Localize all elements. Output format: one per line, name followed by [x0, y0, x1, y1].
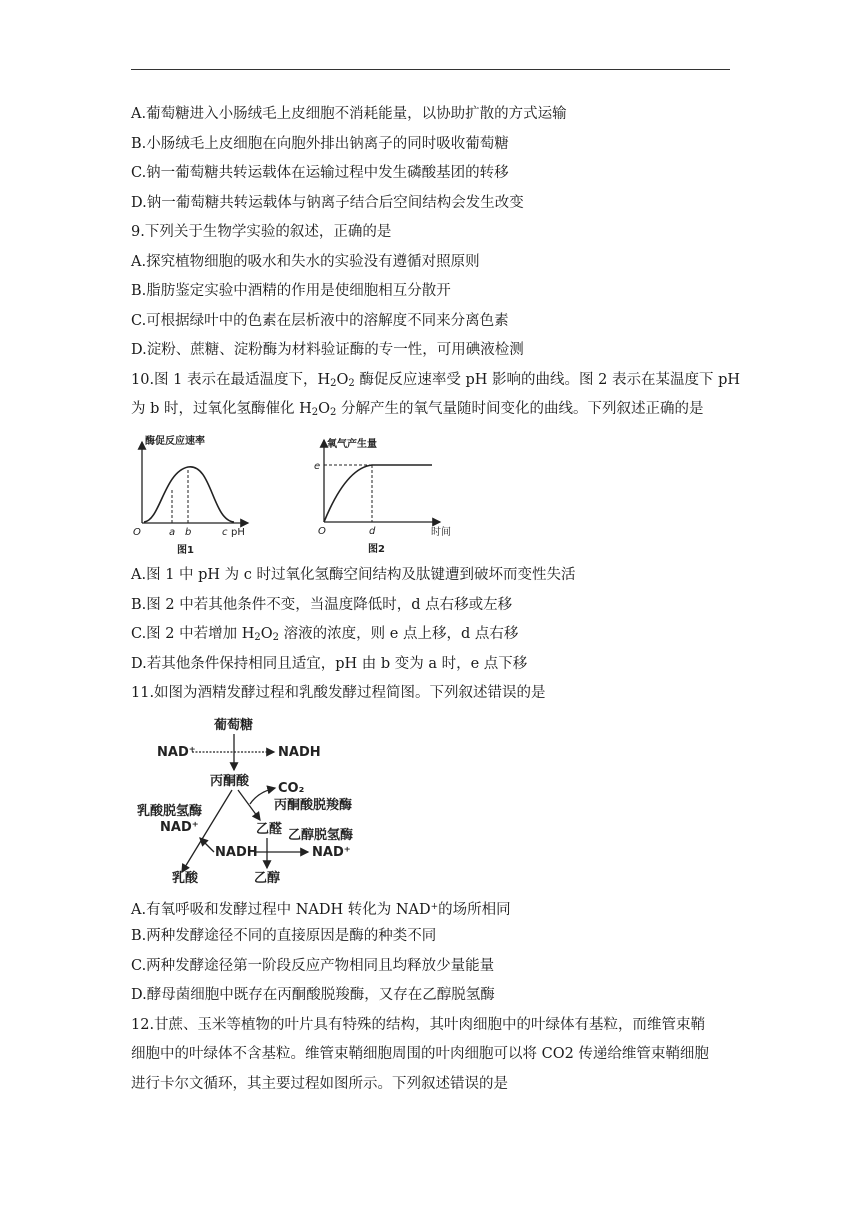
figure-3-fermentation-diagram [130, 712, 390, 890]
fig2-e-label: e [314, 461, 321, 472]
q8-option-b: B.小肠绒毛上皮细胞在向胞外排出钠离子的同时吸收葡萄糖 [131, 136, 509, 152]
q11-option-c: C.两种发酵途径第一阶段反应产物相同且均释放少量能量 [131, 958, 495, 974]
q11-stem: 11.如图为酒精发酵过程和乳酸发酵过程简图。下列叙述错误的是 [131, 685, 546, 701]
fig3-nadh-2: NADH [215, 845, 258, 860]
fig3-alcohol-dehydrogenase: 乙醇脱氢酶 [288, 828, 354, 843]
fig3-nadh-1: NADH [278, 745, 321, 760]
figure-1-ph-curve [130, 432, 265, 557]
q11-option-d: D.酵母菌细胞中既存在丙酮酸脱羧酶，又存在乙醇脱氢酶 [131, 987, 495, 1003]
fig2-curve [324, 465, 432, 522]
q9-option-c: C.可根据绿叶中的色素在层析液中的溶解度不同来分离色素 [131, 313, 509, 329]
q11-option-b: B.两种发酵途径不同的直接原因是酶的种类不同 [131, 928, 437, 944]
fig1-origin: O [133, 527, 141, 538]
q10-option-a: A.图 1 中 pH 为 c 时过氧化氢酶空间结构及肽键遭到破坏而变性失活 [131, 567, 576, 583]
figure-2-oxygen-curve [310, 432, 460, 557]
q12-stem-line2: 细胞中的叶绿体不含基粒。维管束鞘细胞周围的叶肉细胞可以将 CO2 传递给维管束鞘细胞 [131, 1046, 709, 1062]
fig3-lactate-dehydrogenase: 乳酸脱氢酶 [137, 804, 203, 819]
q12-stem-line1: 12.甘蔗、玉米等植物的叶片具有特殊的结构，其叶肉细胞中的叶绿体有基粒，而维管束鞘 [131, 1017, 706, 1033]
q11-option-a: A.有氧呼吸和发酵过程中 NADH 转化为 NAD+的场所相同 [131, 902, 511, 918]
q10-stem-line1: 10.图 1 表示在最适温度下，$H_2O_2$ 酶促反应速率受 pH 影响的曲线。图 2 表示在某温度下 pH [131, 372, 741, 389]
q10-option-c: C.图 2 中若增加 $H_2O_2$ 溶液的浓度，则 e 点上移，d 点右移 [131, 626, 519, 643]
q8-option-c: C.钠一葡萄糖共转运载体在运输过程中发生磷酸基团的转移 [131, 165, 509, 181]
fig3-arrow-pyruvate-acetaldehyde [238, 790, 260, 820]
fig3-nad-plus-1: NAD⁺ [157, 745, 196, 760]
q10-stem-line2: 为 b 时，过氧化氢酶催化 $H_2O_2$ 分解产生的氧气量随时间变化的曲线。下列叙述正确的是 [131, 401, 704, 418]
fig3-pyruvate-decarboxylase: 丙酮酸脱羧酶 [274, 798, 353, 813]
fig2-y-label: 氧气产生量 [327, 439, 377, 450]
fig3-ethanol: 乙醇 [254, 871, 281, 886]
fig3-pyruvate: 丙酮酸 [210, 774, 250, 789]
fig2-origin: O [318, 526, 326, 537]
fig2-caption: 图2 [368, 544, 385, 555]
fig1-b-label: b [185, 527, 192, 538]
fig3-lactate: 乳酸 [172, 871, 199, 886]
fig1-c-label: c [222, 527, 228, 538]
q8-option-a: A.葡萄糖进入小肠绒毛上皮细胞不消耗能量，以协助扩散的方式运输 [131, 106, 567, 122]
q8-option-d: D.钠一葡萄糖共转运载体与钠离子结合后空间结构会发生改变 [131, 195, 524, 211]
q9-option-b: B.脂肪鉴定实验中酒精的作用是使细胞相互分散开 [131, 283, 451, 299]
q9-option-d: D.淀粉、蔗糖、淀粉酶为材料验证酶的专一性，可用碘液检测 [131, 342, 524, 358]
header-rule [131, 69, 730, 70]
q12-stem-line3: 进行卡尔文循环，其主要过程如图所示。下列叙述错误的是 [131, 1076, 508, 1092]
fig3-acetaldehyde: 乙醛 [256, 822, 283, 837]
fig1-curve [144, 467, 234, 522]
fig1-y-label: 酶促反应速率 [145, 436, 205, 447]
fig3-glucose: 葡萄糖 [214, 718, 254, 733]
fig2-x-label: 时间 [431, 527, 451, 538]
fig3-nad-plus-3: NAD⁺ [312, 845, 351, 860]
fig3-arrow-nadh-nad-left [200, 838, 214, 852]
fig1-a-label: a [169, 527, 176, 538]
fig1-caption: 图1 [177, 545, 194, 556]
q10-option-b: B.图 2 中若其他条件不变，当温度降低时，d 点右移或左移 [131, 597, 513, 613]
q9-option-a: A.探究植物细胞的吸水和失水的实验没有遵循对照原则 [131, 254, 480, 270]
q9-stem: 9.下列关于生物学实验的叙述，正确的是 [131, 224, 392, 240]
fig3-co2: CO₂ [278, 781, 305, 796]
fig1-x-label: pH [231, 527, 245, 538]
q10-option-d: D.若其他条件保持相同且适宜，pH 由 b 变为 a 时，e 点下移 [131, 656, 528, 672]
fig3-nad-plus-2: NAD⁺ [160, 820, 199, 835]
fig3-arrow-co2 [250, 788, 275, 804]
fig2-d-label: d [369, 526, 376, 537]
